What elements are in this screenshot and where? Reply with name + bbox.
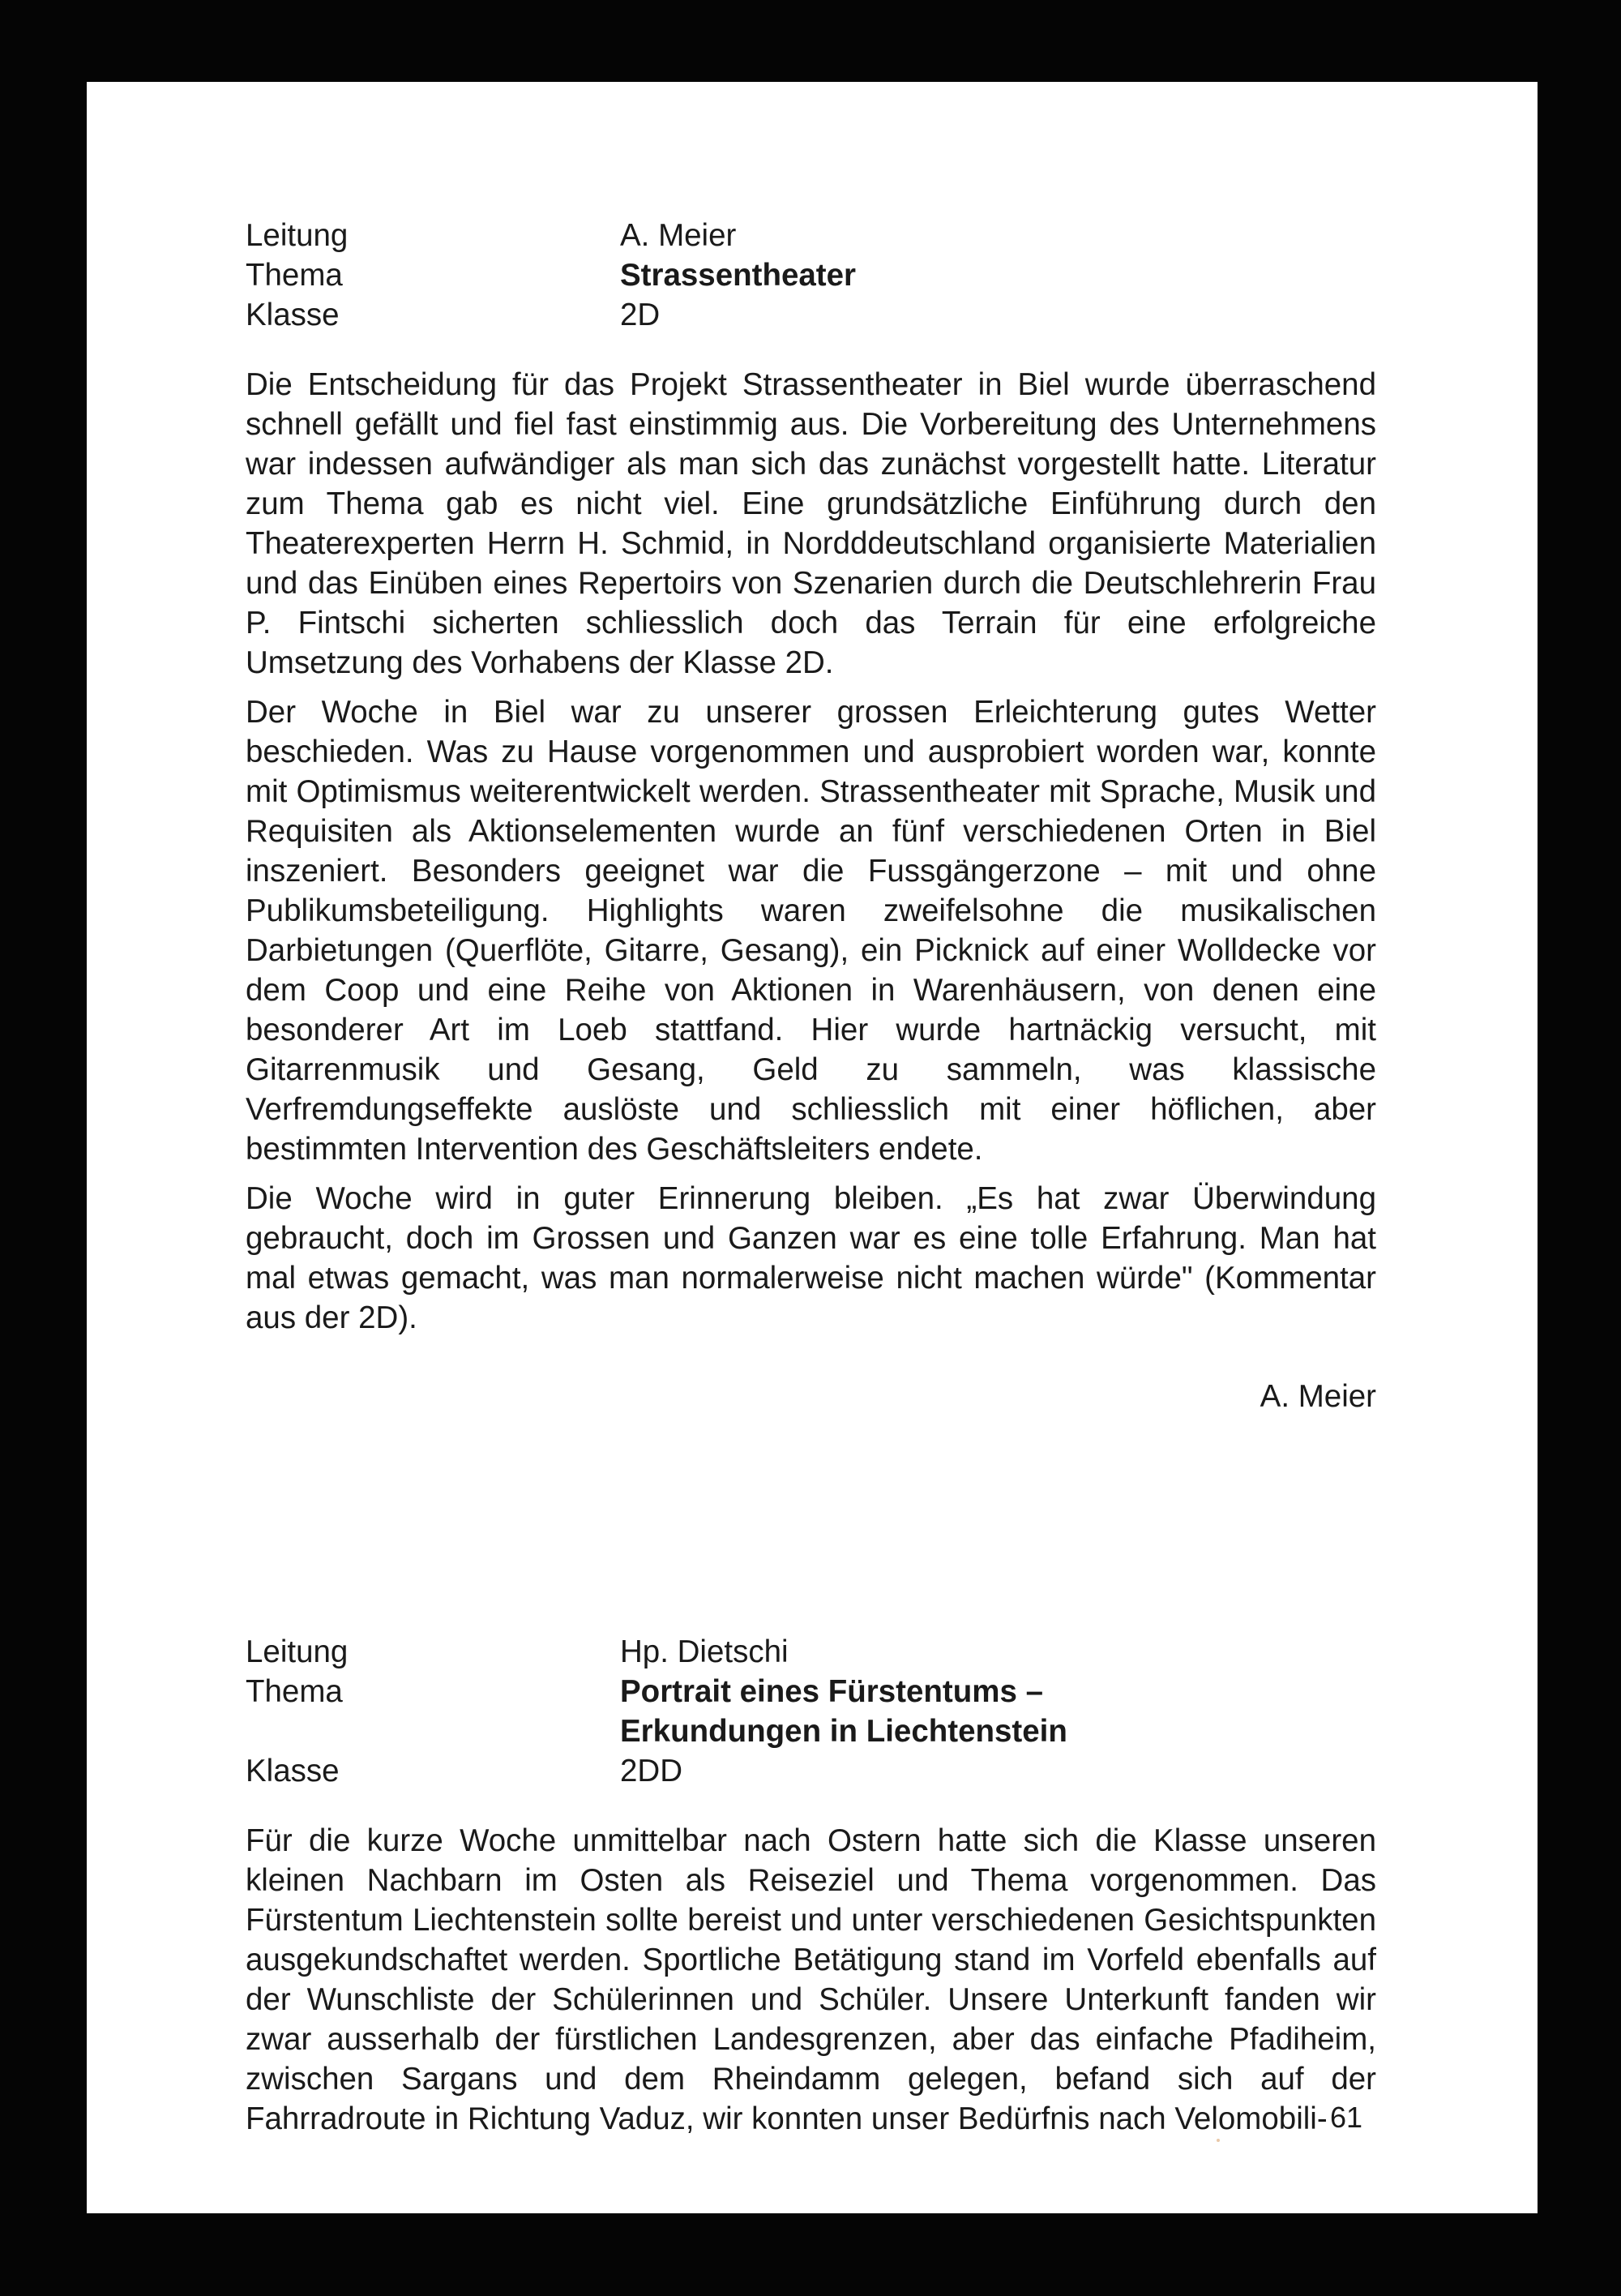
project-meta [246, 216, 1376, 335]
document-page [87, 82, 1538, 2213]
meta-value-klasse: 2D [620, 298, 661, 332]
paragraph: Der Woche in Biel war zu unserer grossen Erleichterung gutes Wetter beschieden. Was zu Hause vorgenommen und ausprobiert worden war, konnte mit Optimismus weiterentwickelt werden. Strassentheater mit Sprache, Musik und Requisiten als Aktionselementen wurde an fünf verschiedenen Orten in Biel inszeniert. Besonders geeignet war die Fussgängerzone – mit und ohne Publikumsbeteiligung. Highlights waren zweifelsohne die musikalischen Darbietungen (Querflöte, Gitarre, Gesang), ein Picknick auf einer Wolldecke vor dem Coop und eine Reihe von Aktionen in Warenhäusern, von denen eine besonderer Art im Loeb stattfand. Hier wurde hartnäckig versucht, mit Gitarrenmusik und Gesang, Geld zu sammeln, was klassische Verfremdungseffekte auslöste und schliesslich mit einer höflichen, aber bestimmten Intervention des Geschäftsleiters endete. [246, 695, 1376, 1167]
meta-label-leitung: Leitung [246, 218, 349, 253]
paragraph: Die Woche wird in guter Erinnerung bleiben. „Es hat zwar Überwindung gebraucht, doch im Grossen und Ganzen war es eine tolle Erfahrung. Man hat mal etwas gemacht, was man normalerweise nicht machen würde" (Kommentar aus der 2D). [246, 1181, 1376, 1335]
section-strassentheater [246, 216, 1376, 1416]
meta-label-leitung: Leitung [246, 1634, 349, 1669]
meta-value-thema: Strassentheater [620, 258, 857, 293]
section-body [246, 365, 1376, 1338]
scan-speck [1217, 2139, 1220, 2142]
meta-value-leitung: A. Meier [620, 218, 737, 253]
meta-value-thema: Portrait eines Fürstentums – [620, 1674, 1044, 1709]
meta-label-thema: Thema [246, 258, 343, 293]
meta-value-klasse: 2DD [620, 1754, 683, 1788]
meta-label-thema: Thema [246, 1674, 343, 1709]
paragraph: Die Entscheidung für das Projekt Strassentheater in Biel wurde überraschend schnell gefällt und fiel fast einstimmig aus. Die Vorbereitung des Unternehmens war indessen aufwändiger als man sich das zunächst vorgestellt hatte. Literatur zum Thema gab es nicht viel. Eine grundsätzliche Einführung durch den Theaterexperten Herrn H. Schmid, in Nordddeutschland organisierte Materialien und das Einüben eines Repertoirs von Szenarien durch die Deutschlehrerin Frau P. Fintschi sicherten schliesslich doch das Terrain für eine erfolgreiche Umsetzung des Vorhabens der Klasse 2D. [246, 367, 1376, 680]
meta-value-leitung: Hp. Dietschi [620, 1634, 789, 1669]
meta-label-klasse: Klasse [246, 298, 340, 332]
page-number: 61 [1329, 2101, 1362, 2134]
meta-value-thema-continued: Erkundungen in Liechtenstein [620, 1714, 1067, 1749]
paragraph: Für die kurze Woche unmittelbar nach Ostern hatte sich die Klasse unseren kleinen Nachbarn im Osten als Reiseziel und Thema vorgenommen. Das Fürstentum Liechtenstein sollte bereist und unter verschiedenen Gesichtspunkten ausgekundschaftet werden. Sportliche Betätigung stand im Vorfeld ebenfalls auf der Wunschliste der Schülerinnen und Schüler. Unsere Unterkunft fanden wir zwar ausserhalb der fürstlichen Landesgrenzen, aber das einfache Pfadiheim, zwischen Sargans und dem Rheindamm gelegen, befand sich auf der Fahrradroute in Richtung Vaduz, wir konnten unser Bedürfnis nach Velomobili- [246, 1823, 1376, 2136]
section-body [246, 1821, 1376, 2139]
section-liechtenstein [246, 1632, 1376, 2139]
meta-label-empty [246, 1711, 620, 1751]
meta-label-klasse: Klasse [246, 1754, 340, 1788]
project-meta [246, 1632, 1376, 1791]
author-signature: A. Meier [1260, 1379, 1376, 1414]
